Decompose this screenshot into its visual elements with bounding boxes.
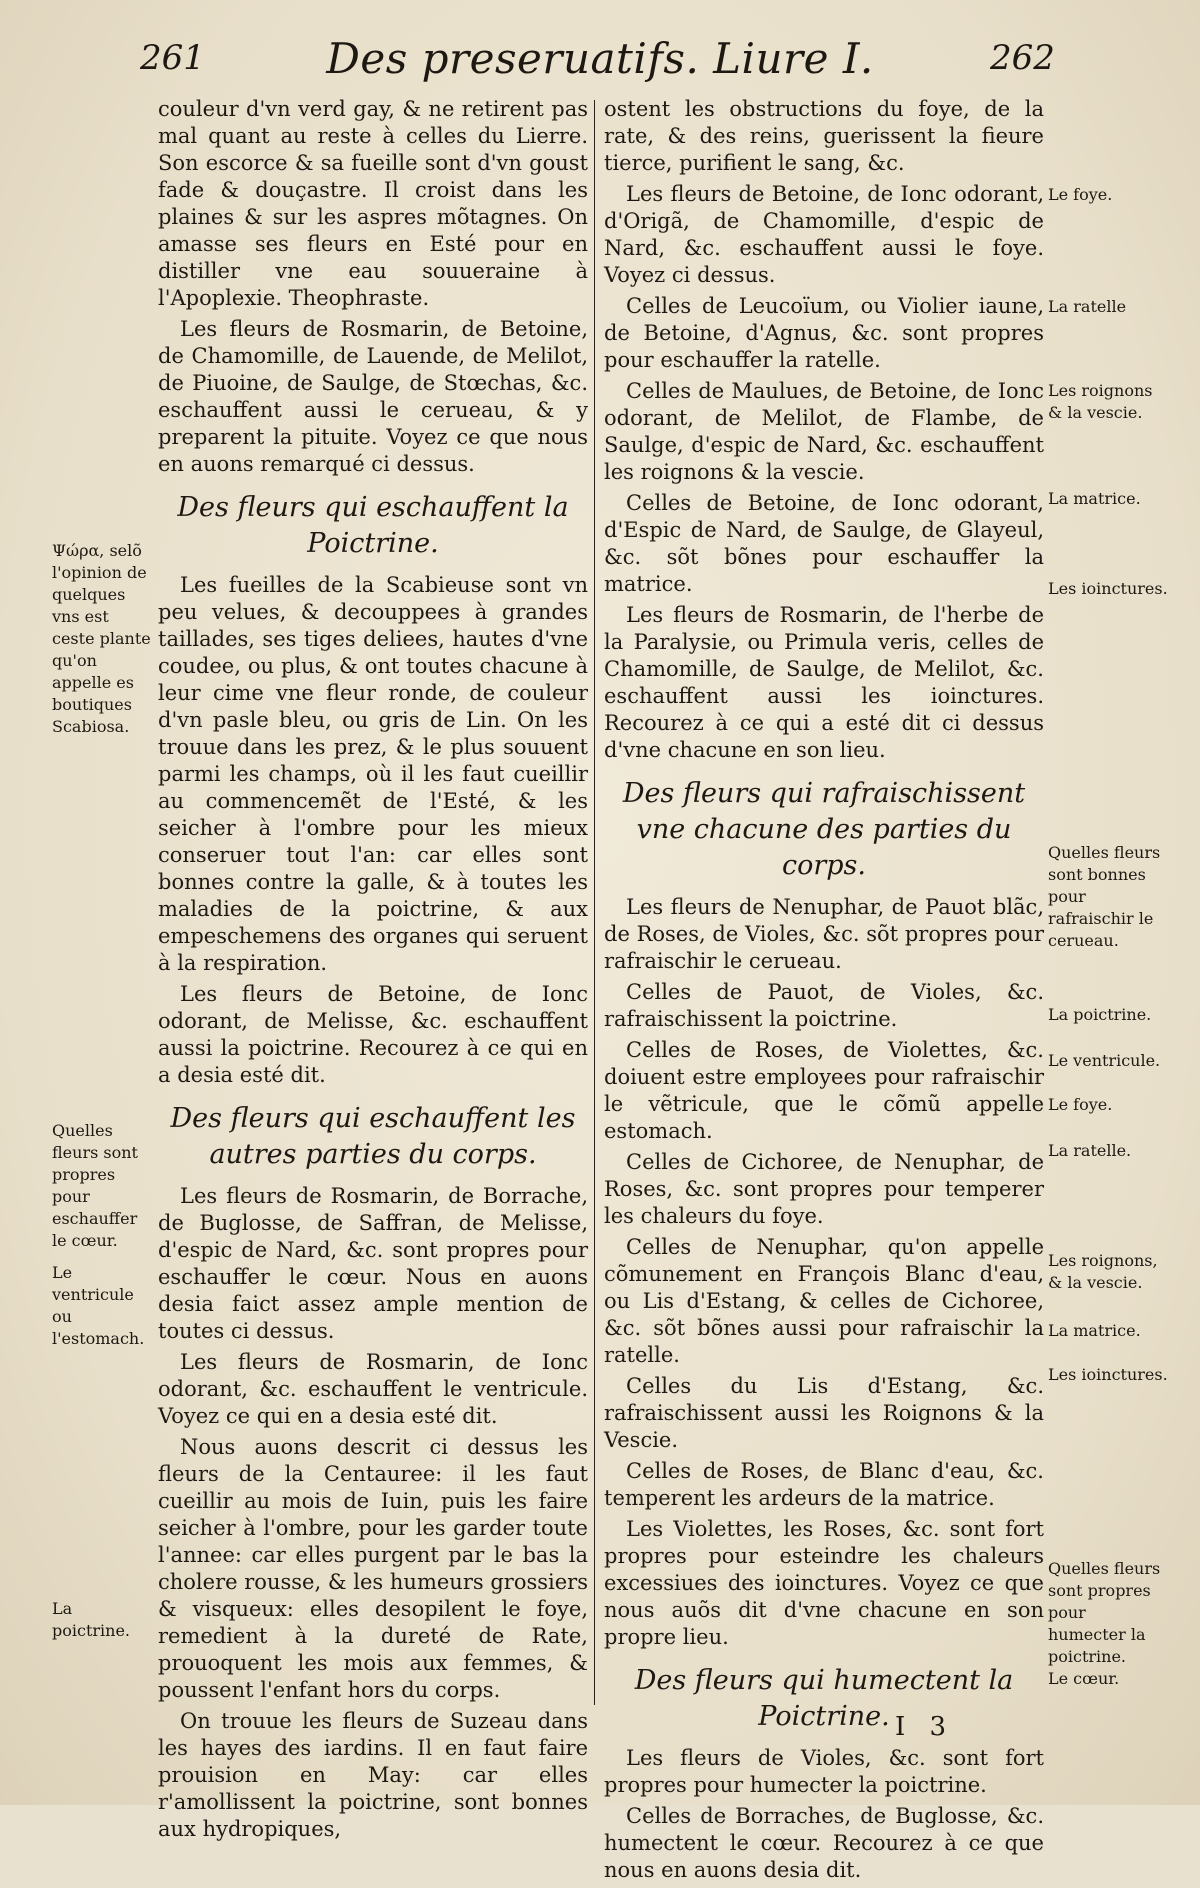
margin-note: La matrice. [1048,489,1141,508]
margin-note: Quelles fleurs sont propres pour eschauffer le cœur. [52,1121,138,1250]
margin-note: La poictrine. [52,1599,131,1640]
margin-note: Les roignons, & la vescie. [1048,1251,1158,1292]
section-heading: Des fleurs qui eschauffent la Poictrine. [177,492,569,559]
margin-note: Ψώρα, selõ l'opinion de quelques vns est ceste plante qu'on appelle es boutiques Scabiosa. [52,541,151,736]
paragraph: Celles de Roses, de Blanc d'eau, &c. temperent les ardeurs de la matrice. [604,1459,1044,1510]
paragraph: Les fleurs de Rosmarin, de l'herbe de la Paralysie, ou Primula veris, celles de Chamomille, de Saulge, de Melilot, &c. eschauffent aussi les ioinctures. Recourez à ce qui a esté dit ci dessus d'vne chacune en son lieu. [604,603,1044,762]
paragraph: Les fueilles de la Scabieuse sont vn peu velues, & decouppees à grandes taillades, ses tiges deliees, hautes d'vne coudee, ou plus, & ont toutes chacune à leur cime vne fleur ronde, de couleur d'vn pasle bleu, ou gris de Lin. On les trouue dans les prez, & le plus souuent parmi les champs, où il les faut cueillir au commencemẽt de l'Esté, & les seicher à l'ombre pour les mieux conseruer tout l'an: car elles sont bonnes contre la galle, & à toutes les maladies de la poictrine, & aux empeschemens des organes qui seruent à la respiration. [158,573,588,975]
paragraph: Les fleurs de Rosmarin, de Ionc odorant, &c. eschauffent le ventricule. Voyez ce qui en a desia esté dit. [158,1350,588,1428]
margin-note: Le foye. [1048,185,1113,204]
paragraph: Celles de Roses, de Violettes, &c. doiuent estre employees pour rafraischir le vẽtricule, que le cõmũ appelle estomach. [604,1038,1044,1143]
signature-mark: I 3 [895,1712,955,1742]
running-title: Des preseruatifs. Liure I. [326,34,874,83]
section-heading: Des fleurs qui humectent la Poictrine. [634,1665,1014,1732]
paragraph: Nous auons descrit ci dessus les fleurs de la Centauree: il les faut cueillir au mois de Iuin, puis les faire seicher à l'ombre, pour les garder toute l'annee: car elles purgent par le bas la cholere rousse, & les humeurs grossiers & visqueux: elles desopilent le foye, remedient à la dureté de Rate, prouoquent les mois aux femmes, & poussent l'enfant hors du corps. [158,1435,588,1702]
right-column [604,96,1044,1888]
paragraph: Les Violettes, les Roses, &c. sont fort propres pour esteindre les chaleurs excessiues des ioinctures. Voyez ce que nous auõs dit d'vne chacune en son propre lieu. [604,1517,1044,1649]
paragraph: Les fleurs de Betoine, de Ionc odorant, d'Origã, de Chamomille, d'espic de Nard, &c. eschauffent aussi le foye. Voyez ci dessus. [604,182,1044,287]
margin-note: Le cœur. [1048,1669,1120,1688]
margin-note: La ratelle [1048,297,1127,316]
paragraph: Celles de Cichoree, de Nenuphar, de Roses, &c. sont propres pour temperer les chaleurs du foye. [604,1150,1044,1228]
margin-note: Le ventricule. [1048,1051,1161,1070]
paragraph: Celles de Borraches, de Buglosse, &c. humectent le cœur. Recourez à ce que nous en auons desia dit. [604,1804,1044,1882]
paragraph: couleur d'vn verd gay, & ne retirent pas mal quant au reste à celles du Lierre. Son escorce & sa fueille sont d'vn goust fade & douçastre. Il croist dans les plaines & sur les aspres mõtagnes. On amasse ses fleurs en Esté pour en distiller vne eau souueraine à l'Apoplexie. Theophraste. [158,97,588,310]
margin-note: Quelles fleurs sont bonnes pour rafraischir le cerueau. [1048,843,1161,950]
margin-note: La matrice. [1048,1321,1141,1340]
margin-note: Les ioinctures. [1048,579,1168,598]
paragraph: Celles de Betoine, de Ionc odorant, d'Espic de Nard, de Saulge, de Glayeul, &c. sõt bõnes pour eschauffer la matrice. [604,491,1044,596]
paragraph: Les fleurs de Violes, &c. sont fort propres pour humecter la poictrine. [604,1746,1044,1797]
paragraph: Les fleurs de Rosmarin, de Borrache, de Buglosse, de Saffran, de Melisse, d'espic de Nard, &c. sont propres pour eschauffer le cœur. Nous en auons desia faict assez ample mention de toutes ci dessus. [158,1184,588,1343]
column-rule [594,100,595,1705]
folio-left: 261 [140,38,205,78]
paragraph: Les fleurs de Rosmarin, de Betoine, de Chamomille, de Lauende, de Melilot, de Piuoine, de Saulge, de Stœchas, &c. eschauffent aussi le cerueau, & y preparent la pituite. Voyez ce que nous en auons remarqué ci dessus. [158,317,588,476]
paragraph: Celles de Pauot, de Violes, &c. rafraischissent la poictrine. [604,980,1044,1031]
section-heading: Des fleurs qui eschauffent les autres parties du corps. [170,1103,576,1170]
paragraph: Les fleurs de Nenuphar, de Pauot blãc, de Roses, de Violes, &c. sõt propres pour rafraischir le cerueau. [604,895,1044,973]
paragraph: Celles du Lis d'Estang, &c. rafraischissent aussi les Roignons & la Vescie. [604,1374,1044,1452]
paragraph: On trouue les fleurs de Suzeau dans les hayes des iardins. Il en faut faire prouision en May: car elles r'amollissent la poictrine, sont bonnes aux hydropiques, [158,1709,588,1841]
margin-note: La poictrine. [1048,1005,1152,1024]
left-column [158,96,588,1847]
paragraph: Celles de Leucoïum, ou Violier iaune, de Betoine, d'Agnus, &c. sont propres pour eschauffer la ratelle. [604,294,1044,372]
margin-note: La ratelle. [1048,1141,1132,1160]
margin-note: Le foye. [1048,1095,1113,1114]
page-header [0,28,1200,88]
margin-note: Les roignons & la vescie. [1048,381,1153,422]
folio-right: 262 [990,38,1055,78]
paragraph: Celles de Maulues, de Betoine, de Ionc odorant, de Melilot, de Flambe, de Saulge, d'espic de Nard, &c. eschauffent les roignons & la vescie. [604,379,1044,484]
margin-note: Les ioinctures. [1048,1365,1168,1384]
paragraph: ostent les obstructions du foye, de la rate, & des reins, guerissent la fieure tierce, purifient le sang, &c. [604,97,1044,175]
paragraph: Les fleurs de Betoine, de Ionc odorant, de Melisse, &c. eschauffent aussi la poictrine. Recourez à ce qui en a desia esté dit. [158,982,588,1087]
margin-note: Le ventricule ou l'estomach. [52,1263,145,1348]
paragraph: Celles de Nenuphar, qu'on appelle cõmunement en François Blanc d'eau, ou Lis d'Estang, & celles de Cichoree, &c. sõt bõnes aussi pour rafraischir la ratelle. [604,1235,1044,1367]
section-heading: Des fleurs qui rafraischissent vne chacune des parties du corps. [622,778,1026,881]
margin-note: Quelles fleurs sont propres pour humecter la poictrine. [1048,1559,1161,1666]
